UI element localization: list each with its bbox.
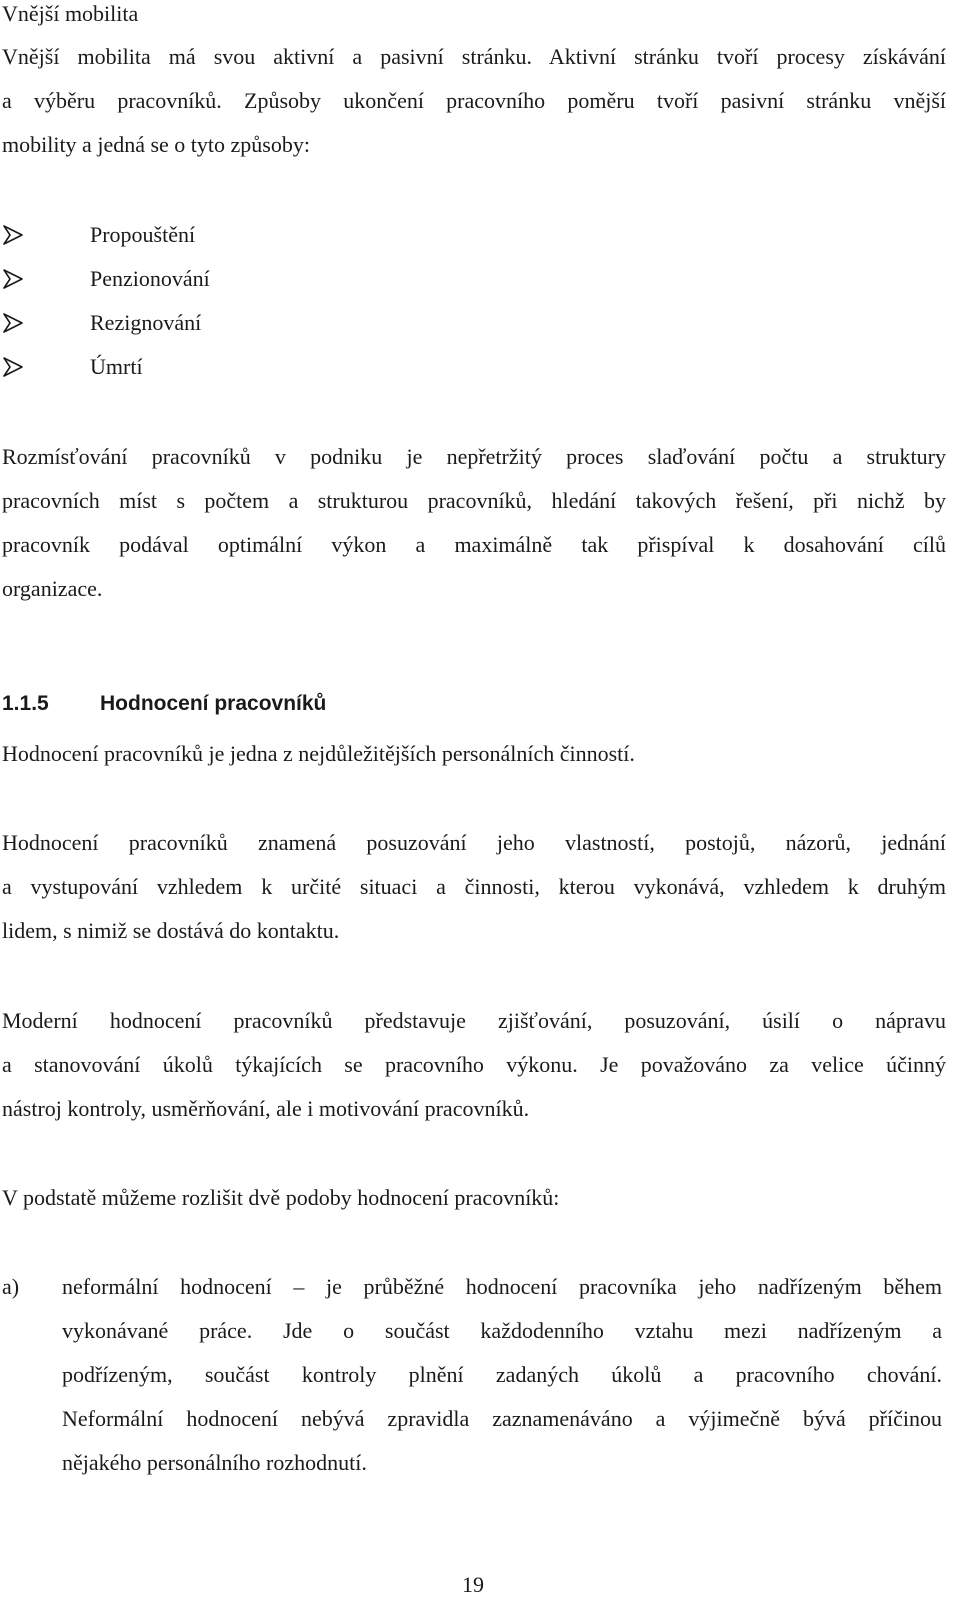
bullet-label: Propouštění — [90, 222, 196, 247]
bullet-label: Rezignování — [90, 310, 202, 335]
top-title: Vnější mobilita — [2, 1, 139, 26]
paragraph-2-line-3: lidem, s nimiž se dostává do kontaktu. — [2, 918, 340, 943]
list-item-a-line-2: vykonávané práce. Jde o součást každodenního vztahu mezi nadřízeným a — [62, 1318, 942, 1343]
placement-line-1: Rozmísťování pracovníků v podniku je nepřetržitý proces slaďování počtu a struktury — [2, 444, 946, 469]
paragraph-3-line-1: Moderní hodnocení pracovníků představuje zjišťování, posuzování, úsilí o nápravu — [2, 1008, 946, 1033]
bullet-item-umrti — [2, 354, 143, 380]
arrowhead-bullet-icon — [2, 224, 24, 246]
bullet-item-penzionovani — [2, 266, 210, 292]
paragraph-2-line-2: a vystupování vzhledem k určité situaci a činnosti, kterou vykonává, vzhledem k druhým — [2, 874, 946, 899]
paragraph-3-line-3: nástroj kontroly, usměrňování, ale i motivování pracovníků. — [2, 1096, 530, 1121]
list-item-a-line-4: Neformální hodnocení nebývá zpravidla zaznamenáváno a výjimečně bývá příčinou — [62, 1406, 942, 1431]
list-item-a-line-5: nějakého personálního rozhodnutí. — [62, 1450, 367, 1475]
bullet-label: Penzionování — [90, 266, 210, 291]
bullet-label: Úmrtí — [90, 354, 143, 379]
arrowhead-bullet-icon — [2, 356, 24, 378]
list-item-a-line-1: neformální hodnocení – je průběžné hodnocení pracovníka jeho nadřízeným během — [62, 1274, 942, 1299]
paragraph-3-line-2: a stanovování úkolů týkajících se pracovního výkonu. Je považováno za velice účinný — [2, 1052, 946, 1077]
bullet-item-propousteni — [2, 222, 195, 248]
arrowhead-bullet-icon — [2, 268, 24, 290]
section-number: 1.1.5 — [2, 692, 49, 715]
list-item-a-label: a) — [2, 1274, 20, 1299]
list-item-a-line-3: podřízeným, součást kontroly plnění zadaných úkolů a pracovního chování. — [62, 1362, 942, 1387]
arrowhead-bullet-icon — [2, 312, 24, 334]
intro-line-3: mobility a jedná se o tyto způsoby: — [2, 132, 310, 157]
intro-line-1: Vnější mobilita má svou aktivní a pasivní stránku. Aktivní stránku tvoří procesy získávání — [2, 44, 946, 69]
placement-line-3: pracovník podával optimální výkon a maximálně tak přispíval k dosahování cílů — [2, 532, 946, 557]
page-number: 19 — [462, 1572, 484, 1597]
intro-line-2: a výběru pracovníků. Způsoby ukončení pracovního poměru tvoří pasivní stránku vnější — [2, 88, 946, 113]
paragraph-4: V podstatě můžeme rozlišit dvě podoby hodnocení pracovníků: — [2, 1185, 560, 1210]
placement-line-2: pracovních míst s počtem a strukturou pracovníků, hledání takových řešení, při nichž by — [2, 488, 946, 513]
section-title: Hodnocení pracovníků — [100, 692, 327, 715]
placement-line-4: organizace. — [2, 576, 103, 601]
section-heading — [2, 691, 326, 717]
paragraph-1: Hodnocení pracovníků je jedna z nejdůležitějších personálních činností. — [2, 741, 635, 766]
bullet-item-rezignovani — [2, 310, 201, 336]
paragraph-2-line-1: Hodnocení pracovníků znamená posuzování jeho vlastností, postojů, názorů, jednání — [2, 830, 946, 855]
